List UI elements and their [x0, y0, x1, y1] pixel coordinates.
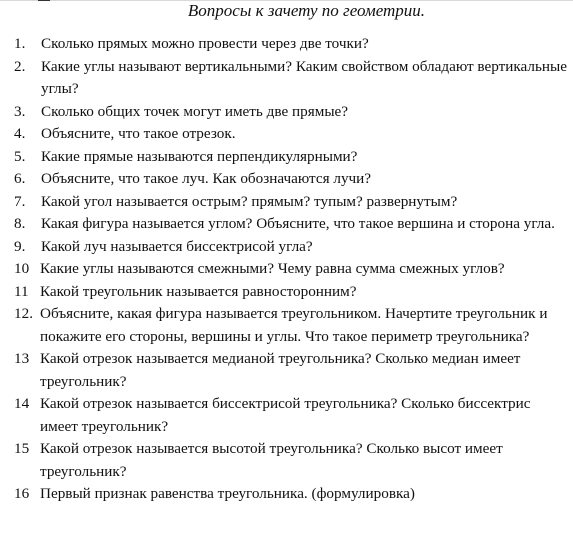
question-text: Какой отрезок называется биссектрисой треугольника? Сколько биссектрис имеет треугольник?: [40, 395, 531, 435]
question-item: [14, 393, 569, 438]
question-text: Какая фигура называется углом? Объясните, что такое вершина и сторона угла.: [41, 215, 555, 232]
question-item: [14, 483, 569, 506]
question-number: 10: [14, 260, 30, 277]
question-text: Какой луч называется биссектрисой угла?: [41, 237, 313, 255]
questions-list: [14, 33, 569, 506]
question-number: 6.: [14, 170, 26, 187]
question-number: 8.: [14, 215, 26, 232]
question-number: 15: [14, 440, 30, 457]
question-text: Сколько общих точек могут иметь две прямые?: [41, 102, 349, 120]
question-item: [14, 438, 569, 483]
question-number: 7.: [14, 192, 26, 210]
question-item: [14, 191, 569, 214]
question-number: 16: [14, 485, 30, 502]
question-number: 13: [14, 350, 30, 367]
question-item: [14, 281, 569, 304]
question-number: 2.: [14, 57, 26, 75]
question-text: Объясните, что такое отрезок.: [41, 125, 236, 142]
question-text: Первый признак равенства треугольника. (формулировка): [40, 485, 415, 502]
question-text: Какой отрезок называется высотой треугольника? Сколько высот имеет треугольник?: [40, 440, 503, 480]
question-item: [14, 236, 569, 259]
question-item: [14, 213, 569, 236]
question-text: Объясните, какая фигура называется треугольником. Начертите треугольник и покажите его стороны, вершины и углы. Что такое периметр треугольника?: [40, 305, 548, 345]
question-text: Какой отрезок называется медианой треугольника? Сколько медиан имеет треугольник?: [40, 350, 521, 390]
question-item: [14, 56, 569, 101]
question-item: [14, 123, 569, 146]
question-item: [14, 33, 569, 56]
question-text: Какие углы называют вертикальными? Каким свойством обладают вертикальные углы?: [41, 57, 567, 97]
document-title: Вопросы к зачету по геометрии.: [0, 1, 573, 21]
question-text: Сколько прямых можно провести через две точки?: [41, 35, 369, 52]
question-number: 5.: [14, 147, 26, 165]
question-number: 3.: [14, 102, 26, 120]
question-item: [14, 168, 569, 191]
question-number: 4.: [14, 125, 26, 142]
question-item: [14, 146, 569, 169]
question-number: 9.: [14, 237, 26, 255]
question-text: Какой угол называется острым? прямым? тупым? развернутым?: [41, 192, 458, 210]
question-text: Какие прямые называются перпендикулярными?: [41, 147, 358, 165]
question-item: [14, 101, 569, 124]
question-text: Какие углы называются смежными? Чему равна сумма смежных углов?: [40, 260, 505, 277]
question-item: [14, 348, 569, 393]
question-item: [14, 258, 569, 281]
question-item: [14, 303, 569, 348]
question-text: Какой треугольник называется равносторонним?: [40, 282, 357, 300]
question-text: Объясните, что такое луч. Как обозначаются лучи?: [41, 170, 372, 187]
question-number: 1.: [14, 35, 26, 52]
question-number: 12.: [14, 305, 33, 322]
question-number: 11: [14, 282, 29, 300]
question-number: 14: [14, 395, 30, 412]
